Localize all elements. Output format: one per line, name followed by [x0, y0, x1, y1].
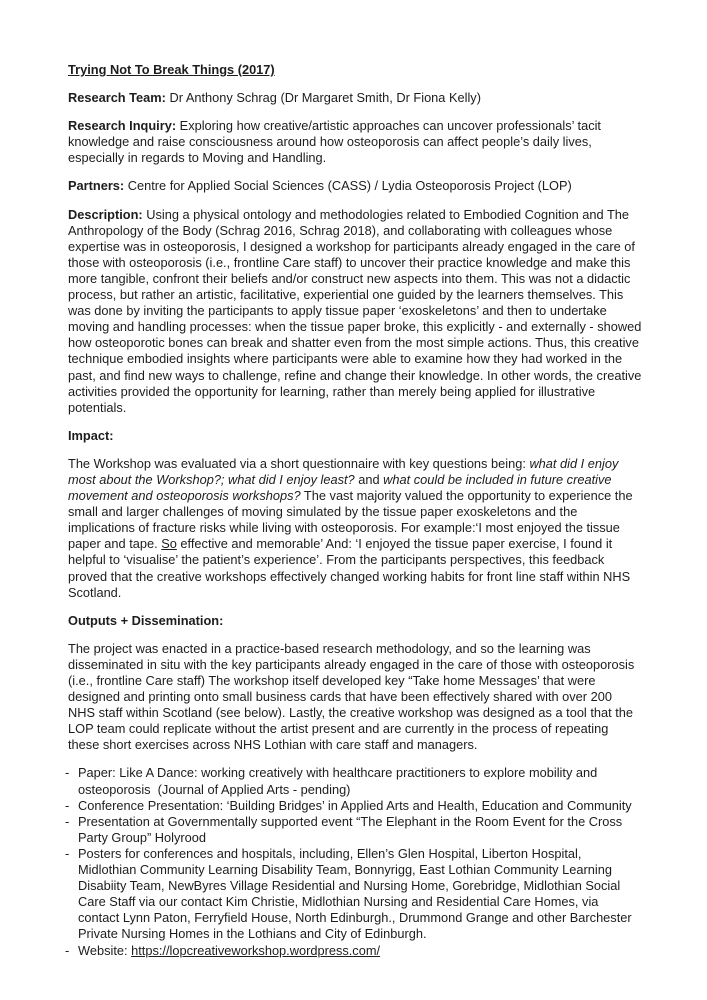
- partners-line: [68, 178, 642, 194]
- description-value: Using a physical ontology and methodologies related to Embodied Cognition and The Anthropology of the Body (Schrag 2016, Schrag 2018), and collaborating with colleagues whose expertise was in osteoporosis, I designed a workshop for participants already engaged in the care of those with osteoporosis (i.e., frontline Care staff) to uncover their practice knowledge and make this more tangible, confront their beliefs and/or construct new aspects into them. This was not a didactic process, but rather an artistic, facilitative, experiential one guided by the learners themselves. This was done by inviting the participants to apply tissue paper ‘exoskeletons’ and then to undertake moving and handling processes: when the tissue paper broke, this explicitly - and externally - showed how osteoporotic bones can break and shatter even from the most simple actions. Thus, this creative technique embodied insights where participants were able to examine how they had worked in the past, and find new ways to challenge, refine and change their knowledge. In other words, the creative activities provided the opportunity for learning, rather than merely being applied for illustrative potentials.: [68, 206, 645, 415]
- impact-question-2: what could be included in future creative movement and osteoporosis workshops?: [68, 471, 616, 504]
- bullet-dash-icon: -: [65, 942, 70, 958]
- description-paragraph: [68, 206, 645, 416]
- document-title: Trying Not To Break Things (2017): [68, 62, 275, 77]
- outputs-paragraph: [68, 641, 642, 754]
- impact-text: The Workshop was evaluated via a short questionnaire with key questions being:: [68, 455, 530, 471]
- list-item-text: Posters for conferences and hospitals, including, Ellen’s Glen Hospital, Liberton Hospital, Midlothian Community Learning Disability Team, Bonnyrigg, East Lothian Community Learning Disabiity Team, NewByres Village Residential and Nursing Home, Gorebridge, Midlothian Social Care Staff via our contact Kim Christie, Midlothian Nursing and Residential Care Homes, via contact Lynn Paton, Ferryfield House, North Edinburgh., Drummond Grange and other Barchester Private Nursing Homes in the Lothians and City of Edinburgh.: [78, 845, 636, 942]
- list-item-text: Presentation at Governmentally supported event “The Elephant in the Room Event for the Cross Party Group” Holyrood: [78, 813, 626, 845]
- bullet-dash-icon: -: [65, 797, 70, 813]
- impact-text: effective and memorable’ And: ‘I enjoyed the tissue paper exercise, I found it helpful to ‘visualise’ the patient’s experience’. From the participants perspectives, this feedback proved that the creative workshops effectively changed working habits for front line staff within NHS Scotland.: [68, 536, 634, 600]
- impact-emphasis-so: So: [161, 536, 177, 552]
- impact-question-1: what did I enjoy most about the Workshop?; what did I enjoy least?: [68, 455, 622, 487]
- website-label: Website:: [78, 942, 132, 958]
- list-item-website: [65, 942, 642, 959]
- research-team-line: [68, 90, 642, 106]
- description-label: Description:: [68, 206, 143, 222]
- bullet-dash-icon: -: [65, 845, 70, 861]
- list-item-government-presentation: [65, 813, 642, 846]
- research-inquiry-paragraph: [68, 118, 642, 166]
- list-item-posters: [65, 845, 642, 943]
- research-inquiry-label: Research Inquiry:: [68, 118, 177, 134]
- bullet-dash-icon: -: [65, 813, 70, 829]
- list-item-text: Paper: Like A Dance: working creatively with healthcare practitioners to explore mobility and osteoporosis (Journal of Applied Arts - pending): [78, 765, 601, 797]
- outputs-list: [65, 765, 642, 958]
- impact-text: The vast majority valued the opportunity to experience the small and larger challenges of moving simulated by the tissue paper exoskeletons and the implications of fracture risks while living with osteoporosis. For example:‘I most enjoyed the tissue paper and tape.: [68, 488, 637, 552]
- impact-paragraph: [68, 456, 642, 601]
- research-team-label: Research Team:: [68, 90, 166, 106]
- partners-label: Partners:: [68, 178, 125, 194]
- impact-text: and: [354, 471, 384, 487]
- list-item-text: Conference Presentation: ‘Building Bridges’ in Applied Arts and Health, Education and Community: [78, 797, 632, 813]
- outputs-heading: Outputs + Dissemination:: [68, 612, 224, 628]
- list-item-paper: [65, 765, 642, 797]
- document-page: [65, 62, 645, 959]
- impact-heading: Impact:: [68, 427, 114, 443]
- website-link[interactable]: https://lopcreativeworkshop.wordpress.com/: [131, 942, 381, 958]
- research-inquiry-value: Exploring how creative/artistic approaches can uncover professionals’ tacit knowledge and raise consciousness around how osteoporosis can affect people’s daily lives, especially in regards to Moving and Handling.: [68, 118, 605, 166]
- bullet-dash-icon: -: [65, 765, 70, 781]
- partners-value: Centre for Applied Social Sciences (CASS) / Lydia Osteoporosis Project (LOP): [124, 178, 572, 194]
- research-team-value: Dr Anthony Schrag (Dr Margaret Smith, Dr Fiona Kelly): [165, 90, 481, 106]
- list-item-conference-presentation: [65, 797, 642, 814]
- outputs-text: The project was enacted in a practice-based research methodology, and so the learning was disseminated in situ with the key participants already engaged in the care of those with osteoporosis (i.e., frontline Care staff) The workshop itself developed key “Take home Messages’ that were designed and printing onto small business cards that have been effectively shared with over 200 NHS staff within Scotland (see below). Lastly, the creative workshop was designed as a tool that the LOP team could replicate without the artist present and are currently in the process of repeating these short exercises across NHS Lothian with care staff and managers.: [68, 640, 638, 753]
